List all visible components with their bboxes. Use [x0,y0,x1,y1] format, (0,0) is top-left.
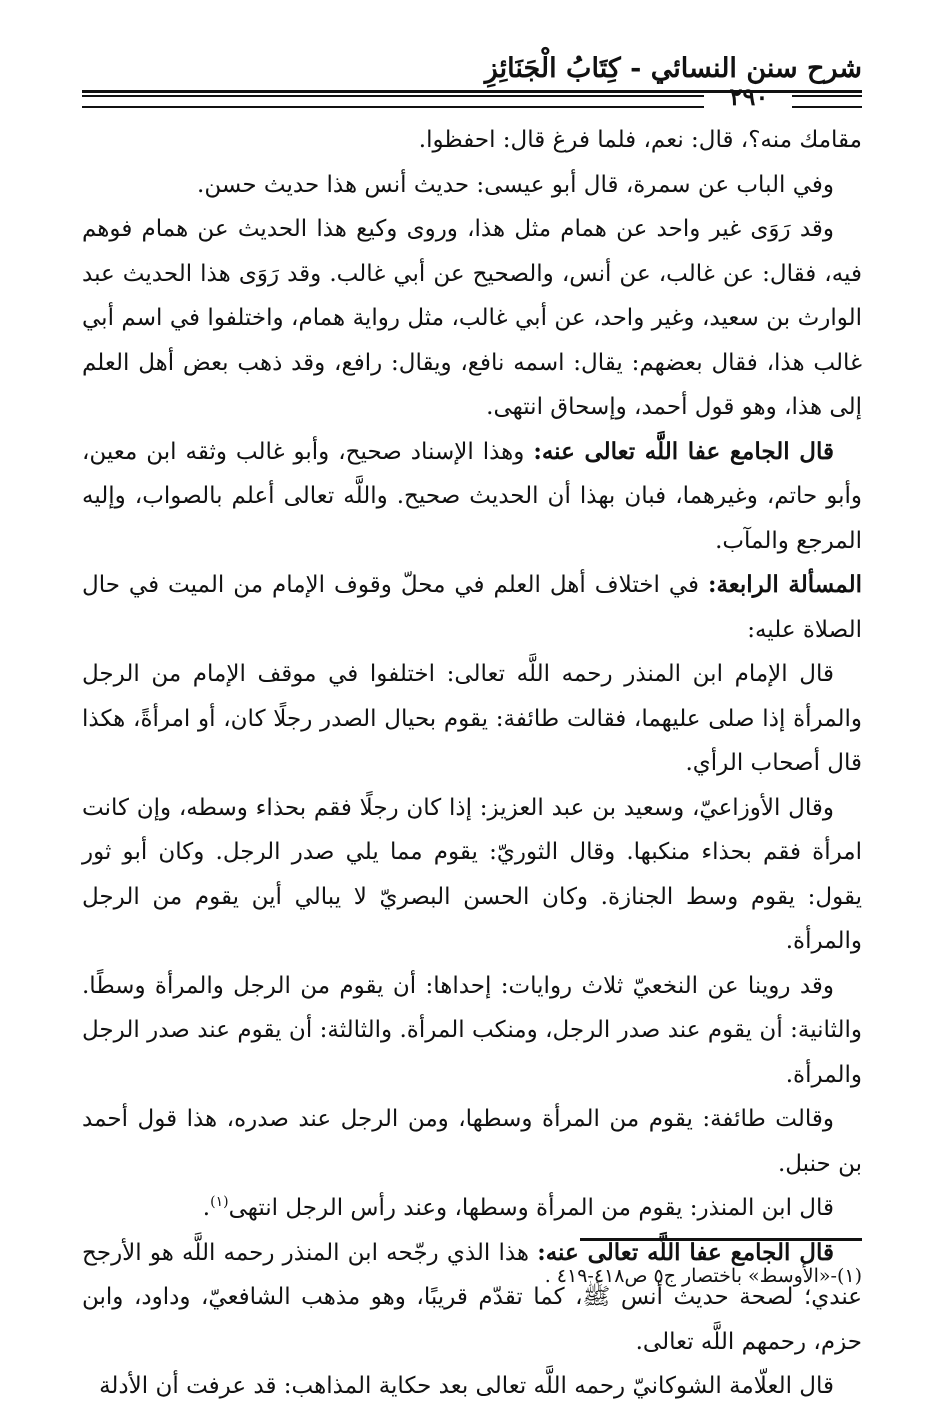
footnote: (١)-«الأوسط» باختصار ج٥ ص٤١٨-٤١٩ . [544,1265,862,1287]
paragraph [82,786,862,964]
paragraph-lead: قال الجامع عفا اللَّه تعالى عنه: [537,1238,834,1266]
header-double-rule-left [82,95,704,108]
paragraph-text: في اختلاف أهل العلم في محلّ وقوف الإمام من الميت في حال الصلاة عليه: [82,572,862,643]
paragraph-lead: قال الجامع عفا اللَّه تعالى عنه: [533,437,834,465]
page-number: ٢٩٠ [729,82,769,111]
paragraph-text: وفي الباب عن سمرة، قال أبو عيسى: حديث أنس هذا حديث حسن. [197,171,834,198]
paragraph-text: وقالت طائفة: يقوم من المرأة وسطها، ومن الرجل عند صدره، هذا قول أحمد بن حنبل. [82,1106,862,1177]
paragraph-text: قال العلّامة الشوكانيّ رحمه اللَّه تعالى بعد حكاية المذاهب: قد عرفت أن الأدلة [99,1373,834,1399]
paragraph [82,207,862,430]
paragraph-text: مقامك منه؟، قال: نعم، فلما فرغ قال: احفظوا. [418,127,862,153]
footnote-separator [580,1238,862,1241]
paragraph [82,1231,862,1365]
paragraph-text: قال ابن المنذر: يقوم من المرأة وسطها، وعند رأس الرجل انتهى [228,1195,834,1221]
header-title: شرح سنن النسائي - كِتَابُ الْجَنَائِزِ [484,52,862,84]
paragraph [82,1364,862,1409]
paragraph [82,1097,862,1186]
paragraph-text: وهذا الإسناد صحيح، وأبو غالب وثقه ابن معين، وأبو حاتم، وغيرهما، فبان بهذا أن الحديث صحيح. واللَّه تعالى أعلم بالصواب، وإليه المرجع والمآب. [82,438,862,554]
paragraph-text: هذا الذي رجّحه ابن المنذر رحمه اللَّه هو الأرجح عندي؛ لصحة حديث أنس ﷺ، كما تقدّم قريبًا، وهو مذهب الشافعيّ، وداود، وابن حزم، رحمهم اللَّه تعالى. [82,1239,862,1355]
paragraph [82,430,862,564]
paragraph-text: . [202,1195,211,1221]
paragraph-text: وقال الأوزاعيّ، وسعيد بن عبد العزيز: إذا كان رجلًا فقم بحذاء وسطه، وإن كانت امرأة فقم بحذاء منكبها. وقال الثوريّ: يقوم مما يلي صدر الرجل. وكان أبو ثور يقول: يقوم وسط الجنازة. وكان الحسن البصريّ لا يبالي أين يقوم من الرجل والمرأة. [82,794,862,954]
paragraph [82,118,862,163]
header-double-rule-right [792,95,862,108]
paragraph-text: وقد رَوَى غير واحد عن همام مثل هذا، وروى وكيع هذا الحديث عن همام فوهم فيه، فقال: عن غالب، عن أنس، والصحيح عن أبي غالب. وقد رَوَى هذا الحديث عبد الوارث بن سعيد، وغير واحد، عن أبي غالب، مثل رواية همام، واختلفوا في اسم أبي غالب هذا، فقال بعضهم: يقال: اسمه نافع، ويقال: رافع، وقد ذهب بعض أهل العلم إلى هذا، وهو قول أحمد، وإسحاق انتهى. [82,216,862,420]
paragraph [82,163,862,208]
footnote-marker[interactable]: (١) [210,1194,229,1210]
paragraph [82,652,862,786]
paragraph-text: قال الإمام ابن المنذر رحمه اللَّه تعالى: اختلفوا في موقف الإمام من الرجل والمرأة إذا صلى عليهما، فقالت طائفة: يقوم بحيال الصدر رجلًا كان، أو امرأةً، هكذا قال أصحاب الرأي. [82,661,862,776]
paragraph [82,1186,862,1231]
section-heading: المسألة الرابعة: [707,571,862,598]
paragraph [82,964,862,1098]
paragraph-text: وقد روينا عن النخعيّ ثلاث روايات: إحداها: أن يقوم من الرجل والمرأة وسطًا. والثانية: أن يقوم عند صدر الرجل، ومنكب المرأة. والثالثة: أن يقوم عند صدر الرجل والمرأة. [82,972,862,1088]
paragraph [82,563,862,652]
